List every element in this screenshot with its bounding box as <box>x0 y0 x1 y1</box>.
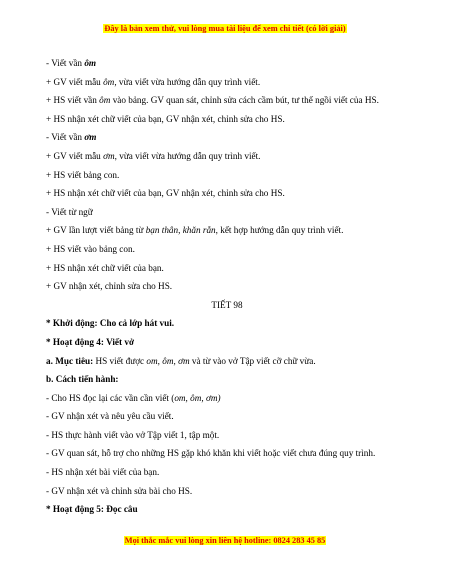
preview-banner-text: Đây là bản xem thử, vui lòng mua tài liệu để xem chi tiết (có lời giải) <box>104 24 346 33</box>
text-line: + HS viết vào bảng con. <box>46 243 135 254</box>
text-line: + HS nhận xét chữ viết của bạn, GV nhận xét, chỉnh sửa cho HS. <box>46 188 285 199</box>
text-line: + GV nhận xét, chỉnh sửa cho HS. <box>46 281 173 292</box>
text-line: - Viết vần ơm <box>46 132 97 143</box>
text-line: - HS thực hành viết vào vở Tập viết 1, tập một. <box>46 429 220 440</box>
text-line: + HS viết bảng con. <box>46 169 120 180</box>
text-line: + HS nhận xét chữ viết của bạn. <box>46 262 164 273</box>
text-line: + HS viết vần ôm vào bảng. GV quan sát, chỉnh sửa cách cầm bút, tư thế ngồi viết của HS. <box>46 95 379 106</box>
document-body <box>46 54 408 519</box>
text-line: + HS nhận xét chữ viết của bạn, GV nhận xét, chỉnh sửa cho HS. <box>46 113 285 124</box>
preview-banner <box>0 24 450 33</box>
text-line: a. Mục tiêu: HS viết được om, ôm, ơm và từ vào vở Tập viết cỡ chữ vừa. <box>46 355 316 366</box>
activity-heading: * Hoạt động 4: Viết vở <box>46 336 135 347</box>
activity-heading: * Khởi động: Cho cả lớp hát vui. <box>46 318 175 329</box>
section-heading: TIẾT 98 <box>211 299 243 310</box>
text-line: - HS nhận xét bài viết của bạn. <box>46 467 160 478</box>
subheading: b. Cách tiến hành: <box>46 374 119 385</box>
text-line: + GV viết mẫu ôm, vừa viết vừa hướng dẫn quy trình viết. <box>46 76 261 87</box>
hotline-banner-text: Mọi thắc mắc vui lòng xin liên hệ hotline: 0824 283 45 85 <box>124 536 326 545</box>
hotline-banner <box>0 536 450 545</box>
text-line: - GV quan sát, hỗ trợ cho những HS gặp khó khăn khi viết hoặc viết chưa đúng quy trình. <box>46 448 376 459</box>
text-line: - Cho HS đọc lại các vần cần viết (om, ôm, ơm) <box>46 392 221 403</box>
text-line: - GV nhận xét và chỉnh sửa bài cho HS. <box>46 485 193 496</box>
text-line: - Viết từ ngữ <box>46 206 93 217</box>
text-line: + GV lần lượt viết bảng từ bạn thân, khăn rằn, kết hợp hướng dẫn quy trình viết. <box>46 225 344 236</box>
text-line: - GV nhận xét và nêu yêu cầu viết. <box>46 411 174 422</box>
text-line: - Viết vần ôm <box>46 58 97 68</box>
activity-heading: * Hoạt động 5: Đọc câu <box>46 504 138 515</box>
text-line: + GV viết mẫu ơm, vừa viết vừa hướng dẫn quy trình viết. <box>46 150 261 161</box>
